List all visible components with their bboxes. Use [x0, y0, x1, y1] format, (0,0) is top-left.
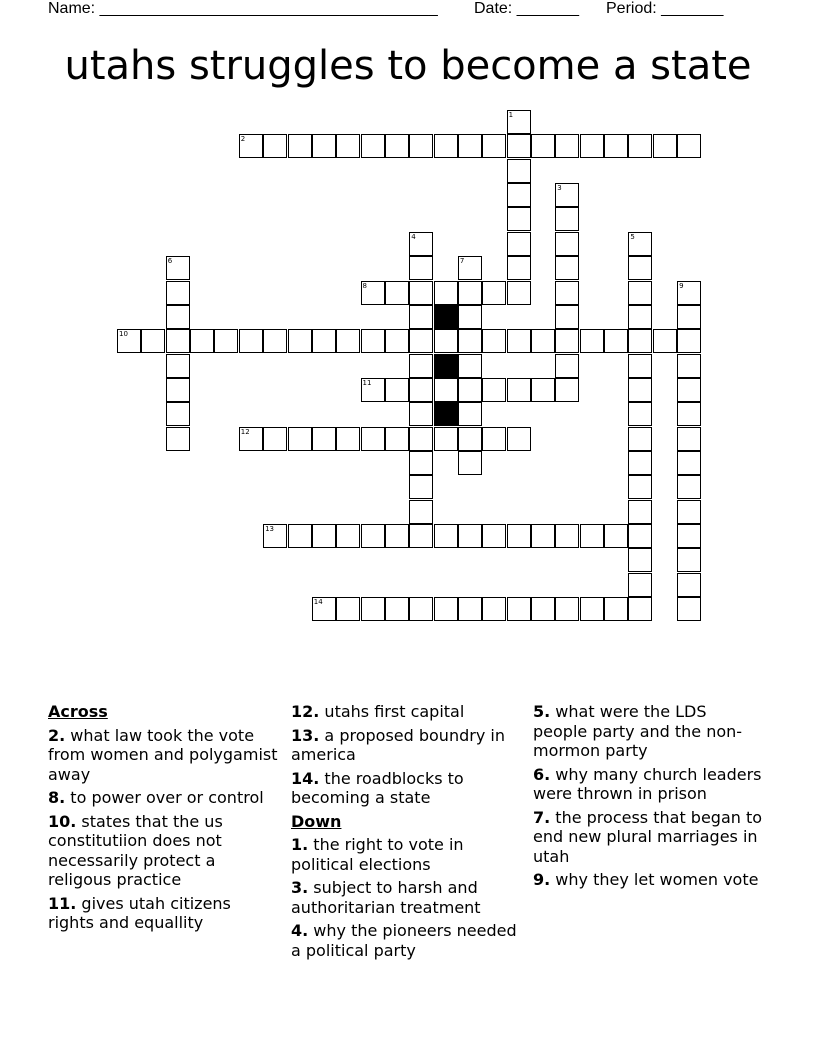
- grid-cell[interactable]: [628, 524, 652, 548]
- grid-cell[interactable]: [507, 183, 531, 207]
- clue-item-number: 6.: [533, 764, 551, 784]
- grid-cell[interactable]: [312, 134, 336, 158]
- clue-item-number: 4.: [291, 921, 309, 940]
- clue-item-text: a proposed boundry in america: [291, 725, 505, 764]
- clue-item-number: 12.: [291, 702, 320, 721]
- clue-item: [291, 835, 521, 874]
- grid-cell[interactable]: [604, 134, 628, 158]
- grid-cell[interactable]: [458, 329, 482, 353]
- grid-cell[interactable]: [555, 329, 579, 353]
- grid-cell[interactable]: [677, 548, 701, 572]
- grid-cell[interactable]: [677, 378, 701, 402]
- grid-cell[interactable]: [677, 500, 701, 524]
- grid-cell[interactable]: [531, 134, 555, 158]
- grid-cell[interactable]: [555, 256, 579, 280]
- grid-cell[interactable]: [166, 256, 190, 280]
- grid-cell[interactable]: [604, 524, 628, 548]
- grid-cell[interactable]: [628, 500, 652, 524]
- grid-cell[interactable]: [628, 354, 652, 378]
- blocked-cell: [434, 402, 458, 426]
- grid-cell[interactable]: [677, 305, 701, 329]
- grid-cell[interactable]: [628, 232, 652, 256]
- grid-cell[interactable]: [361, 597, 385, 621]
- grid-cell[interactable]: [677, 451, 701, 475]
- clue-item-text: why they let women vote: [550, 870, 759, 889]
- clue-number: 13: [265, 525, 275, 533]
- grid-cell[interactable]: [263, 427, 287, 451]
- grid-cell[interactable]: [263, 524, 287, 548]
- grid-cell[interactable]: [434, 329, 458, 353]
- grid-cell[interactable]: [141, 329, 165, 353]
- grid-cell[interactable]: [507, 378, 531, 402]
- clue-item: [533, 702, 763, 761]
- grid-cell[interactable]: [361, 329, 385, 353]
- grid-cell[interactable]: [458, 354, 482, 378]
- clue-number: 7: [459, 257, 465, 266]
- clue-number: 6: [167, 257, 173, 266]
- grid-cell[interactable]: [580, 597, 604, 621]
- grid-cell[interactable]: [312, 427, 336, 451]
- grid-cell[interactable]: [580, 329, 604, 353]
- grid-cell[interactable]: [263, 134, 287, 158]
- clue-item-text: the roadblocks to becoming a state: [291, 768, 464, 807]
- grid-cell[interactable]: [385, 427, 409, 451]
- grid-cell[interactable]: [628, 329, 652, 353]
- clue-item-text: why many church leaders were thrown in prison: [533, 764, 762, 803]
- grid-cell[interactable]: [628, 475, 652, 499]
- grid-cell[interactable]: [531, 524, 555, 548]
- clue-item-text: utahs first capital: [319, 702, 465, 721]
- grid-cell[interactable]: [117, 329, 141, 353]
- grid-cell[interactable]: [482, 427, 506, 451]
- across-heading: Across: [48, 702, 108, 721]
- grid-cell[interactable]: [361, 281, 385, 305]
- grid-cell[interactable]: [555, 281, 579, 305]
- clue-number: 1: [508, 111, 514, 119]
- clue-item-text: the process that began to end new plural marriages in utah: [533, 807, 763, 866]
- grid-cell[interactable]: [312, 524, 336, 548]
- grid-cell[interactable]: [458, 281, 482, 305]
- grid-cell[interactable]: [604, 597, 628, 621]
- grid-cell[interactable]: [361, 524, 385, 548]
- grid-cell[interactable]: [288, 524, 312, 548]
- clue-number: 10: [119, 330, 128, 339]
- grid-cell[interactable]: [409, 451, 433, 475]
- grid-cell[interactable]: [458, 427, 482, 451]
- grid-cell[interactable]: [336, 597, 360, 621]
- grid-cell[interactable]: [555, 354, 579, 378]
- clue-item-number: 13.: [291, 725, 320, 745]
- clue-item-number: 7.: [533, 807, 551, 827]
- grid-cell[interactable]: [385, 597, 409, 621]
- grid-cell[interactable]: [482, 134, 506, 158]
- grid-cell[interactable]: [385, 378, 409, 402]
- grid-cell[interactable]: [507, 256, 531, 280]
- grid-cell[interactable]: [507, 329, 531, 353]
- clue-item-number: 5.: [533, 702, 551, 721]
- clue-item-text: what were the LDS people party and the non-mormon party: [533, 702, 743, 760]
- clue-item-number: 1.: [291, 835, 309, 854]
- date-field[interactable]: Date: _______: [474, 0, 579, 17]
- grid-cell[interactable]: [458, 305, 482, 329]
- clue-item-number: 14.: [291, 768, 320, 788]
- clue-item: [48, 894, 278, 933]
- grid-cell[interactable]: [580, 524, 604, 548]
- grid-cell[interactable]: [166, 378, 190, 402]
- grid-cell[interactable]: [166, 329, 190, 353]
- grid-cell[interactable]: [312, 597, 336, 621]
- grid-cell[interactable]: [555, 207, 579, 231]
- grid-cell[interactable]: [555, 597, 579, 621]
- grid-cell[interactable]: [409, 378, 433, 402]
- clue-item-text: states that the us constitutiion does not necessarily protect a religous practice: [48, 811, 223, 889]
- grid-cell[interactable]: [434, 281, 458, 305]
- grid-cell[interactable]: [507, 134, 531, 158]
- clue-item: [48, 788, 278, 808]
- grid-cell[interactable]: [628, 305, 652, 329]
- clue-item: [48, 726, 278, 785]
- grid-cell[interactable]: [434, 427, 458, 451]
- grid-cell[interactable]: [507, 232, 531, 256]
- grid-cell[interactable]: [166, 427, 190, 451]
- grid-cell[interactable]: [555, 134, 579, 158]
- grid-cell[interactable]: [166, 354, 190, 378]
- clue-item: [291, 726, 521, 765]
- grid-cell[interactable]: [507, 524, 531, 548]
- grid-cell[interactable]: [385, 134, 409, 158]
- grid-cell[interactable]: [531, 329, 555, 353]
- grid-cell[interactable]: [531, 378, 555, 402]
- grid-cell[interactable]: [409, 281, 433, 305]
- clue-item: [48, 812, 278, 890]
- grid-cell[interactable]: [458, 402, 482, 426]
- grid-cell[interactable]: [288, 134, 312, 158]
- clue-item-text: what law took the vote from women and polygamist away: [48, 725, 278, 784]
- grid-cell[interactable]: [409, 256, 433, 280]
- grid-cell[interactable]: [166, 281, 190, 305]
- grid-cell[interactable]: [482, 329, 506, 353]
- grid-cell[interactable]: [628, 451, 652, 475]
- clue-number: 9: [679, 281, 684, 290]
- clue-item-text: to power over or control: [65, 788, 264, 807]
- grid-cell[interactable]: [458, 134, 482, 158]
- clue-item-number: 3.: [291, 878, 309, 897]
- clue-item-text: subject to harsh and authoritarian treatment: [291, 878, 481, 917]
- clues-column-2: [291, 702, 521, 964]
- clue-number: 8: [362, 281, 367, 290]
- grid-cell[interactable]: [434, 134, 458, 158]
- grid-cell[interactable]: [458, 378, 482, 402]
- grid-cell[interactable]: [409, 329, 433, 353]
- grid-cell[interactable]: [482, 597, 506, 621]
- grid-cell[interactable]: [653, 134, 677, 158]
- grid-cell[interactable]: [507, 110, 531, 134]
- clue-item-number: 11.: [48, 893, 77, 913]
- grid-cell[interactable]: [482, 281, 506, 305]
- grid-cell[interactable]: [434, 597, 458, 621]
- puzzle-title: utahs struggles to become a state: [64, 43, 752, 89]
- grid-cell[interactable]: [580, 134, 604, 158]
- grid-cell[interactable]: [482, 524, 506, 548]
- grid-cell[interactable]: [263, 329, 287, 353]
- grid-cell[interactable]: [628, 402, 652, 426]
- grid-cell[interactable]: [628, 597, 652, 621]
- grid-cell[interactable]: [507, 207, 531, 231]
- clue-item-number: 9.: [533, 870, 551, 889]
- grid-cell[interactable]: [677, 524, 701, 548]
- grid-cell[interactable]: [336, 329, 360, 353]
- grid-cell[interactable]: [288, 427, 312, 451]
- grid-cell[interactable]: [409, 597, 433, 621]
- grid-cell[interactable]: [434, 378, 458, 402]
- grid-cell[interactable]: [214, 329, 238, 353]
- grid-cell[interactable]: [409, 134, 433, 158]
- clue-number: 11: [362, 378, 372, 387]
- grid-cell[interactable]: [555, 305, 579, 329]
- grid-cell[interactable]: [385, 281, 409, 305]
- clue-number: 4: [411, 232, 416, 241]
- clues-column-1: [48, 702, 278, 937]
- grid-cell[interactable]: [385, 524, 409, 548]
- clue-item-text: the right to vote in political elections: [291, 835, 464, 874]
- grid-cell[interactable]: [458, 597, 482, 621]
- grid-cell[interactable]: [555, 378, 579, 402]
- clue-item-number: 10.: [48, 811, 77, 831]
- clue-item: [291, 769, 521, 808]
- period-field[interactable]: Period: _______: [606, 0, 724, 17]
- grid-cell[interactable]: [677, 354, 701, 378]
- grid-cell[interactable]: [628, 378, 652, 402]
- grid-cell[interactable]: [555, 524, 579, 548]
- grid-cell[interactable]: [677, 281, 701, 305]
- grid-cell[interactable]: [239, 329, 263, 353]
- grid-cell[interactable]: [434, 524, 458, 548]
- grid-cell[interactable]: [507, 281, 531, 305]
- grid-cell[interactable]: [409, 475, 433, 499]
- grid-cell[interactable]: [361, 427, 385, 451]
- grid-cell[interactable]: [190, 329, 214, 353]
- grid-cell[interactable]: [385, 329, 409, 353]
- grid-cell[interactable]: [239, 134, 263, 158]
- grid-cell[interactable]: [166, 402, 190, 426]
- grid-cell[interactable]: [409, 500, 433, 524]
- grid-cell[interactable]: [409, 305, 433, 329]
- grid-cell[interactable]: [677, 134, 701, 158]
- grid-cell[interactable]: [409, 427, 433, 451]
- grid-cell[interactable]: [677, 329, 701, 353]
- grid-cell[interactable]: [531, 597, 555, 621]
- clue-item: [533, 765, 763, 804]
- grid-cell[interactable]: [458, 256, 482, 280]
- grid-cell[interactable]: [628, 281, 652, 305]
- grid-cell[interactable]: [336, 134, 360, 158]
- grid-cell[interactable]: [507, 427, 531, 451]
- grid-cell[interactable]: [677, 597, 701, 621]
- grid-cell[interactable]: [628, 256, 652, 280]
- clue-number: 2: [240, 135, 246, 144]
- grid-cell[interactable]: [409, 524, 433, 548]
- grid-cell[interactable]: [628, 573, 652, 597]
- clue-number: 5: [630, 232, 635, 241]
- across-clue-list-continued: [291, 702, 521, 808]
- grid-cell[interactable]: [677, 573, 701, 597]
- down-clue-list: [291, 835, 521, 960]
- grid-cell[interactable]: [628, 427, 652, 451]
- grid-cell[interactable]: [458, 451, 482, 475]
- blocked-cell: [434, 354, 458, 378]
- clue-number: 14: [313, 598, 323, 606]
- grid-cell[interactable]: [555, 183, 579, 207]
- grid-cell[interactable]: [336, 524, 360, 548]
- clue-item-text: gives utah citizens rights and equallity: [48, 893, 231, 932]
- across-clue-list: [48, 726, 278, 933]
- grid-cell[interactable]: [555, 232, 579, 256]
- down-heading: Down: [291, 811, 342, 831]
- clue-item-number: 8.: [48, 788, 66, 807]
- grid-cell[interactable]: [361, 378, 385, 402]
- grid-cell[interactable]: [312, 329, 336, 353]
- grid-cell[interactable]: [361, 134, 385, 158]
- clue-item: [291, 878, 521, 917]
- grid-cell[interactable]: [677, 475, 701, 499]
- grid-cell[interactable]: [507, 597, 531, 621]
- clue-item: [291, 921, 521, 960]
- clue-item: [533, 870, 763, 890]
- grid-cell[interactable]: [166, 305, 190, 329]
- grid-cell[interactable]: [482, 378, 506, 402]
- grid-cell[interactable]: [628, 134, 652, 158]
- clue-number: 3: [557, 184, 562, 193]
- name-field[interactable]: Name: ______________________________________: [48, 0, 438, 17]
- clue-number: 12: [240, 427, 250, 436]
- grid-cell[interactable]: [677, 427, 701, 451]
- clues-column-3: [533, 702, 763, 894]
- clue-item-text: why the pioneers needed a political party: [291, 921, 517, 960]
- grid-cell[interactable]: [604, 329, 628, 353]
- grid-cell[interactable]: [507, 159, 531, 183]
- clue-item: [291, 702, 521, 722]
- grid-cell[interactable]: [653, 329, 677, 353]
- grid-cell[interactable]: [409, 232, 433, 256]
- grid-cell[interactable]: [288, 329, 312, 353]
- down-clue-list-continued: [533, 702, 763, 890]
- blocked-cell: [434, 305, 458, 329]
- clue-item: [533, 808, 763, 867]
- grid-cell[interactable]: [409, 402, 433, 426]
- grid-cell[interactable]: [677, 402, 701, 426]
- grid-cell[interactable]: [409, 354, 433, 378]
- clue-item-number: 2.: [48, 725, 66, 745]
- grid-cell[interactable]: [628, 548, 652, 572]
- grid-cell[interactable]: [336, 427, 360, 451]
- grid-cell[interactable]: [239, 427, 263, 451]
- grid-cell[interactable]: [458, 524, 482, 548]
